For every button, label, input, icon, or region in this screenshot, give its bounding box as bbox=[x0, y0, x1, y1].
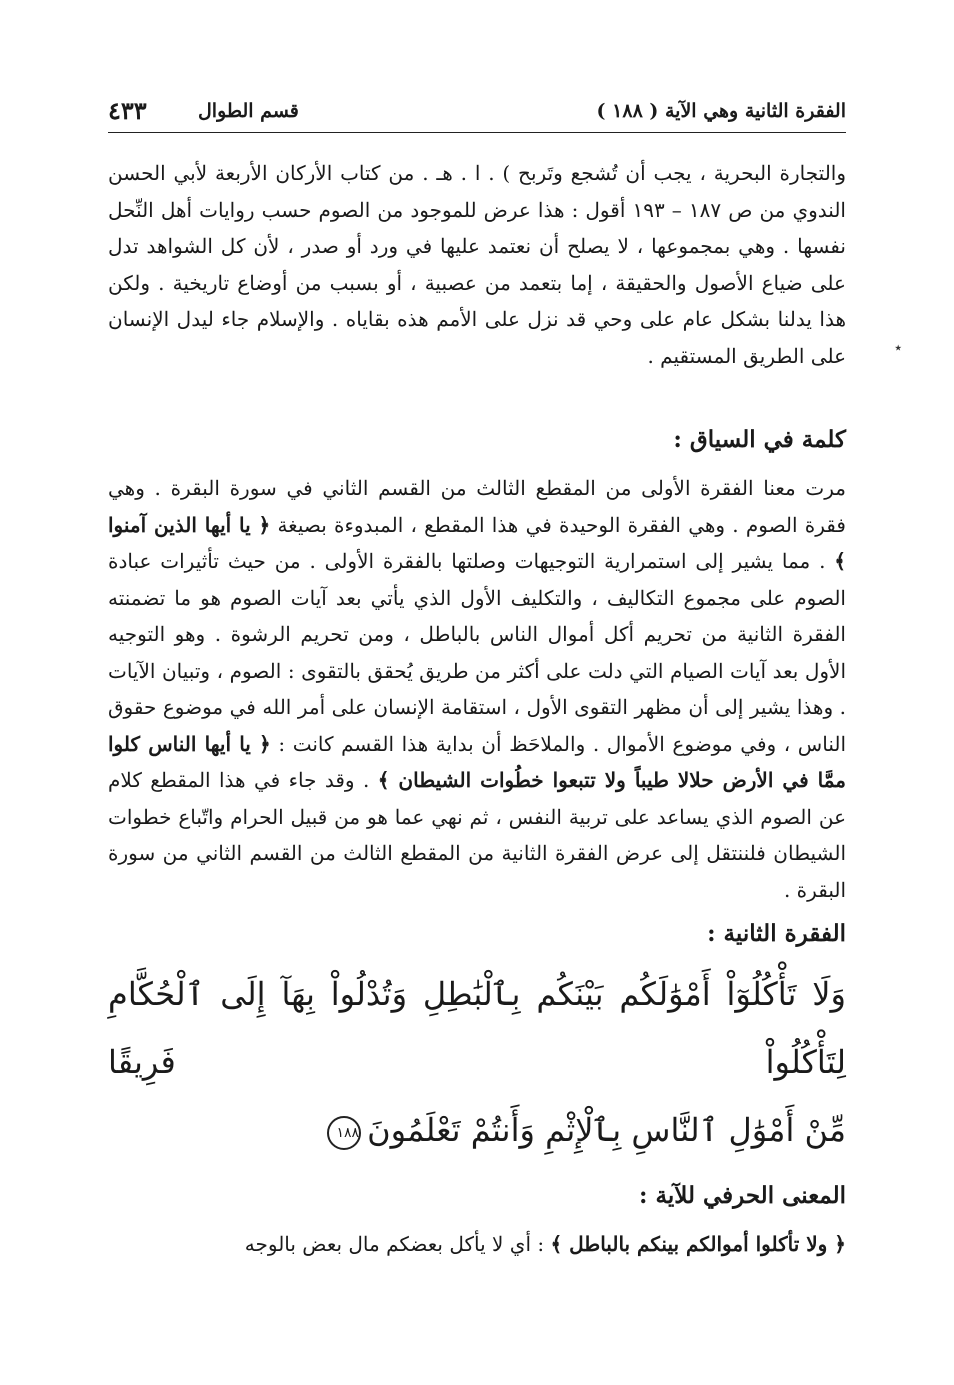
literal-quote: ﴿ ولا تأكلوا أموالكم بينكم بالباطل ﴾ bbox=[550, 1232, 846, 1256]
header-title: الفقرة الثانية وهي الآية ( ١٨٨ ) bbox=[596, 100, 846, 122]
verse-line-1: وَلَا تَأْكُلُوٓاْ أَمْوَٰلَكُم بَيْنَكُم بِٱلْبَٰطِلِ وَتُدْلُواْ بِهَآ إِلَى ٱلْحُكَّامِ لِتَأْكُلُواْ فَرِيقًا bbox=[108, 975, 846, 1081]
page-number: ٤٣٣ bbox=[108, 96, 147, 125]
context-paragraph bbox=[108, 470, 846, 908]
quran-quote-2: ﴿ يا أيها الناس كلوا ممَّا في الأرض حلالا طيباً ولا تتبعوا خطُوات الشيطان ﴾ bbox=[108, 731, 846, 792]
intro-paragraph: والتجارة البحرية ، يجب أن تُشجع وتَربح ) . ا . هـ . من كتاب الأركان الأربعة لأبي الحسن الندوي من ص ١٨٧ – ١٩٣ أقول : هذا عرض للموجود من الصوم حسب روايات أهل النِّحل نفسها . وهي بمجموعها ، لا يصلح أن نعتمد عليها في ورد أو صدر ، لأن كل الشواهد تدل على ضياع الأصول والحقيقة ، إما بتعمد من عصبية ، أو بسبب من أوضاع تاريخية . ولكن هذا يدلنا بشكل عام على وحي قد نزل على الأمم هذه بقاياه . والإسلام جاء ليدل الإنسان على الطريق المستقيم . bbox=[108, 161, 846, 368]
literal-meaning-paragraph bbox=[108, 1226, 846, 1263]
context-text-1: مرت معنا الفقرة الأولى من المقطع الثالث من القسم الثاني في سورة البقرة . وهي فقرة الصوم . وهي الفقرة الوحيدة في هذا المقطع ، المبدوءة بصيغة bbox=[108, 476, 846, 537]
literal-meaning-heading: المعنى الحرفي للآية : bbox=[639, 1182, 846, 1209]
verse-number-marker: ١٨٨ bbox=[327, 1116, 361, 1150]
page-content bbox=[108, 155, 846, 1263]
context-heading: كلمة في السياق : bbox=[673, 426, 846, 453]
context-text-3: . وقد جاء في هذا المقطع كلام عن الصوم الذي يساعد على تربية النفس ، ثم نهي عما هو من قبيل الحرام واتّباع خطوات الشيطان فلننتقل إلى عرض الفقرة الثانية من المقطع الثالث من القسم الثاني من سورة البقرة . bbox=[108, 768, 846, 902]
header-section: قسم الطوال bbox=[198, 100, 299, 122]
page-header bbox=[108, 92, 846, 133]
quran-quote-1: ﴿ يا أيها الذين آمنوا ﴾ bbox=[108, 512, 846, 573]
literal-text: : أي لا يأكل بعضكم مال بعض بالوجه bbox=[244, 1232, 545, 1256]
passage-heading: الفقرة الثانية : bbox=[707, 920, 846, 947]
verse-line-2 bbox=[108, 1096, 846, 1164]
margin-mark: ٭ bbox=[894, 340, 902, 356]
verse-line-2-text: مِّنْ أَمْوَٰلِ ٱلنَّاسِ بِٱلْإِثْمِ وَأَنتُمْ تَعْلَمُونَ bbox=[367, 1111, 846, 1149]
context-text-2: . مما يشير إلى استمرارية التوجيهات وصلتها بالفقرة الأولى . من حيث تأثيرات عبادة الصوم على مجموع التكاليف ، والتكليف الأول الذي يأتي بعد آيات الصوم هو ما تضمنته الفقرة الثانية من تحريم أكل أموال الناس بالباطل ، ومن تحريم الرشوة . وهو التوجيه الأول بعد آيات الصيام التي دلت على أكثر من طريق يُحقق بالتقوى : الصوم ، وتبيان الآيات . وهذا يشير إلى أن مظهر التقوى الأول ، استقامة الإنسان على أمر الله في موضوع حقوق الناس ، وفي موضوع الأموال . والملاحَظ أن بداية هذا القسم كانت : bbox=[108, 549, 847, 756]
